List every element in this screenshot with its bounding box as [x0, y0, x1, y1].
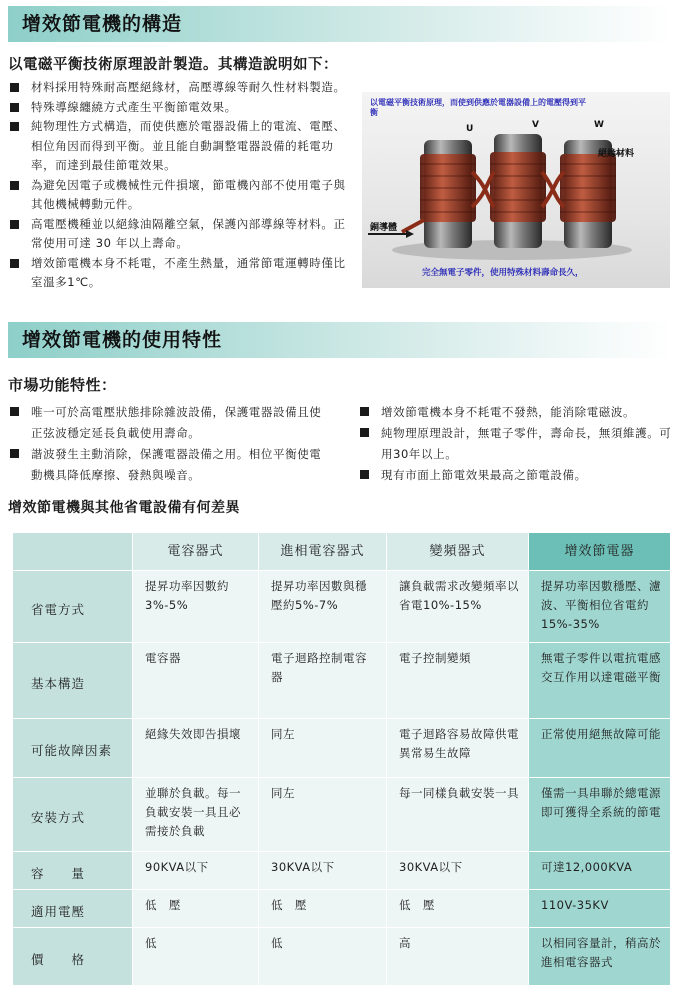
table-row: [13, 851, 671, 889]
table-cell: 讓負載需求改變頻率以省電10%-15%: [387, 571, 529, 643]
structure-bullet-list: [8, 78, 353, 293]
table-cell: 可達12,000KVA: [529, 851, 671, 889]
row-header: 省電方式: [13, 571, 133, 643]
figure-caption-bottom: 完全無電子零件，使用特殊材料壽命長久，: [422, 268, 584, 278]
square-bullet-icon: [10, 407, 19, 416]
square-bullet-icon: [360, 470, 369, 479]
list-item: 為避免因電子或機械性元件損壞，節電機內部不使用電子與其他機械轉動元件。: [8, 176, 353, 215]
table-cell: 以相同容量計，稍高於進相電容器式: [529, 927, 671, 985]
table-cell: 低: [259, 927, 387, 985]
coil-illustration: [362, 92, 670, 288]
table-cell: 提昇功率因數與穩壓約5%-7%: [259, 571, 387, 643]
square-bullet-icon: [360, 428, 369, 437]
column-header: 增效節電器: [529, 533, 671, 571]
table-cell: 絕緣失效即告損壞: [133, 719, 259, 777]
section-title-structure: 增效節電機的構造: [8, 6, 672, 42]
table-row: [13, 571, 671, 643]
table-row: [13, 927, 671, 985]
list-item: 高電壓機種並以絕緣油隔離空氣，保護內部導線等材料。正常使用可達 30 年以上壽命。: [8, 215, 353, 254]
row-header: 基本構造: [13, 643, 133, 719]
table-cell: 並聯於負載。每一負載安裝一具且必需接於負載: [133, 777, 259, 851]
table-row: [13, 889, 671, 927]
table-cell: 提昇功率因數穩壓、濾波、平衡相位省電約15%-35%: [529, 571, 671, 643]
list-item: 材料採用特殊耐高壓絕緣材，高壓導線等耐久性材料製造。: [8, 78, 353, 98]
market-features-heading: 市場功能特性：: [8, 376, 117, 394]
comparison-title: 增效節電機與其他省電設備有何差異: [8, 500, 240, 516]
table-cell: 低 壓: [387, 889, 529, 927]
features-right-list: [358, 402, 676, 486]
square-bullet-icon: [10, 122, 19, 131]
square-bullet-icon: [10, 181, 19, 190]
table-cell: 電子迴路控制電容器: [259, 643, 387, 719]
label-insulation: 絕緣材料: [598, 149, 635, 159]
list-item: 諧波發生主動消除，保護電器設備之用。相位平衡使電動機具降低摩擦、發熱與噪音。: [8, 444, 328, 486]
table-corner-cell: [13, 533, 133, 571]
square-bullet-icon: [10, 83, 19, 92]
table-header-row: [13, 533, 671, 571]
row-header: 安裝方式: [13, 777, 133, 851]
table-row: [13, 719, 671, 777]
section-title-features: 增效節電機的使用特性: [8, 322, 672, 358]
list-item: 純物理原理設計，無電子零件，壽命長，無須維護。可用30年以上。: [358, 423, 676, 465]
square-bullet-icon: [10, 259, 19, 268]
column-header: 變頻器式: [387, 533, 529, 571]
table-cell: 30KVA以下: [387, 851, 529, 889]
label-u: U: [466, 124, 474, 134]
table-cell: 同左: [259, 777, 387, 851]
table-cell: 提昇功率因數約3%-5%: [133, 571, 259, 643]
table-cell: 電子控制變頻: [387, 643, 529, 719]
list-item: 純物理性方式構造，而使供應於電器設備上的電流、電壓、相位角因而得到平衡。並且能自動調整電器設備的耗電功率，而達到最佳節電效果。: [8, 117, 353, 176]
comparison-table: [12, 532, 671, 986]
table-cell: 無電子零件以電抗電感交互作用以達電磁平衡: [529, 643, 671, 719]
table-cell: 低: [133, 927, 259, 985]
label-v: V: [532, 120, 539, 130]
list-item: 增效節電機本身不耗電，不產生熱量，通常節電運轉時僅比室溫多1℃。: [8, 254, 353, 293]
table-cell: 低 壓: [133, 889, 259, 927]
list-item: 現有市面上節電效果最高之節電設備。: [358, 465, 676, 486]
table-cell: 正常使用絕無故障可能: [529, 719, 671, 777]
column-header: 進相電容器式: [259, 533, 387, 571]
row-header: 容 量: [13, 851, 133, 889]
table-cell: 高: [387, 927, 529, 985]
column-header: 電容器式: [133, 533, 259, 571]
structure-intro: 以電磁平衡技術原理設計製造。其構造說明如下：: [8, 57, 338, 73]
label-w: W: [594, 120, 604, 130]
table-cell: 僅需一具串聯於總電源即可獲得全系統的節電: [529, 777, 671, 851]
table-row: [13, 777, 671, 851]
table-cell: 低 壓: [259, 889, 387, 927]
row-header: 價 格: [13, 927, 133, 985]
figure-caption-top: 以電磁平衡技術原理，而使到供應於電器設備上的電壓得到平衡: [370, 98, 586, 117]
square-bullet-icon: [10, 449, 19, 458]
coil-structure-figure: [362, 92, 670, 288]
label-copper: 銅導體: [370, 223, 398, 233]
table-cell: 電子迴路容易故障供電異常易生故障: [387, 719, 529, 777]
table-cell: 電容器: [133, 643, 259, 719]
table-cell: 90KVA以下: [133, 851, 259, 889]
table-row: [13, 643, 671, 719]
table-cell: 30KVA以下: [259, 851, 387, 889]
square-bullet-icon: [360, 407, 369, 416]
square-bullet-icon: [10, 220, 19, 229]
table-cell: 每一同樣負載安裝一具: [387, 777, 529, 851]
features-left-list: [8, 402, 328, 486]
table-cell: 110V-35KV: [529, 889, 671, 927]
list-item: 特殊導線纏繞方式產生平衡節電效果。: [8, 98, 353, 118]
list-item: 唯一可於高電壓狀態排除雜波設備，保護電器設備且使正弦波穩定延長負載使用壽命。: [8, 402, 328, 444]
list-item: 增效節電機本身不耗電不發熱，能消除電磁波。: [358, 402, 676, 423]
row-header: 適用電壓: [13, 889, 133, 927]
row-header: 可能故障因素: [13, 719, 133, 777]
square-bullet-icon: [10, 103, 19, 112]
table-cell: 同左: [259, 719, 387, 777]
